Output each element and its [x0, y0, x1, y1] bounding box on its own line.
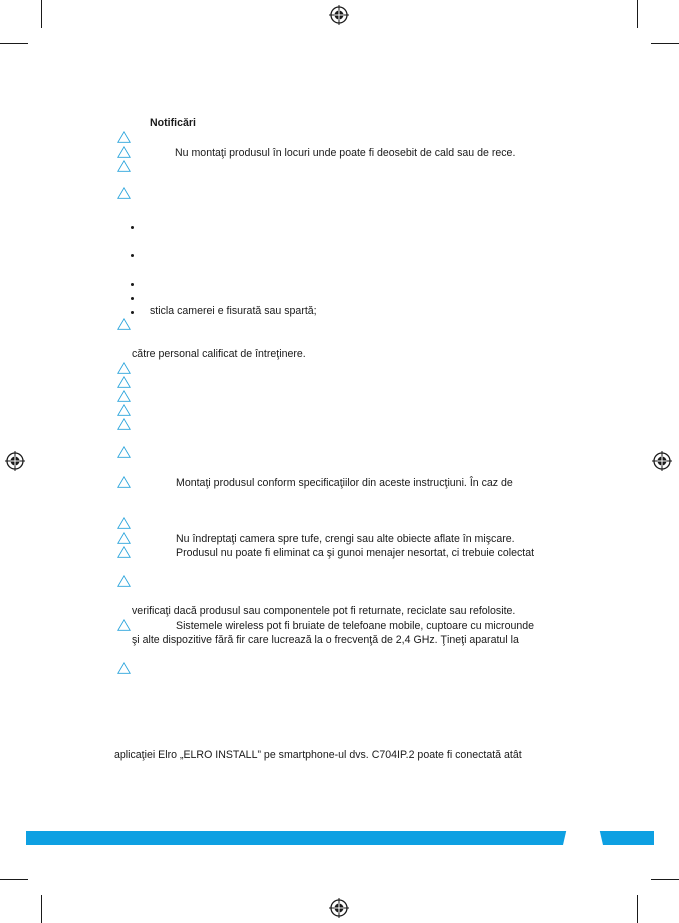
bullet-icon: [131, 226, 134, 229]
warning-triangle-icon: [117, 376, 131, 388]
section-heading: Notificări: [150, 117, 196, 129]
warning-triangle-icon: [117, 390, 131, 402]
install-warning-text: Nu montaţi produsul în locuri unde poate fi deosebit de cald sau de rece.: [175, 147, 516, 159]
crop-mark-top-left-v: [41, 0, 42, 28]
crop-mark-top-right-h: [651, 43, 679, 44]
warning-triangle-icon: [117, 575, 131, 587]
footer-bar-notch: [563, 831, 603, 845]
disposal-text: Produsul nu poate fi eliminat ca şi gunoi menajer nesortat, ci trebuie colectat: [176, 547, 535, 559]
warning-triangle-icon: [117, 476, 131, 488]
warning-triangle-icon: [117, 619, 131, 631]
other-devices-text: şi alte dispozitive fără fir care lucrează la o frecvenţă de 2,4 GHz. Ţineţi aparatul la: [132, 634, 519, 646]
crop-mark-bottom-left-v: [41, 895, 42, 923]
registration-mark-icon: [329, 898, 349, 918]
mount-per-spec-text: Montaţi produsul conform specificaţiilor din aceste instrucţiuni. În caz de: [176, 477, 513, 489]
registration-mark-icon: [652, 451, 672, 471]
warning-triangle-icon: [117, 318, 131, 330]
bullet-icon: [131, 254, 134, 257]
warning-triangle-icon: [117, 131, 131, 143]
app-line-text: aplicaţiei Elro „ELRO INSTALL” pe smartphone-ul dvs. C704IP.2 poate fi conectată atât: [114, 749, 522, 761]
warning-triangle-icon: [117, 418, 131, 430]
no-moving-objects-text: Nu îndreptaţi camera spre tufe, crengi sau alte obiecte aflate în mişcare.: [176, 533, 515, 545]
bullet-icon: [131, 311, 134, 314]
warning-triangle-icon: [117, 532, 131, 544]
warning-triangle-icon: [117, 546, 131, 558]
registration-mark-icon: [5, 451, 25, 471]
warning-triangle-icon: [117, 662, 131, 674]
bullet-icon: [131, 283, 134, 286]
wireless-interference-text: Sistemele wireless pot fi bruiate de telefoane mobile, cuptoare cu microunde: [176, 620, 535, 632]
crop-mark-top-left-h: [0, 43, 28, 44]
qualified-staff-text: către personal calificat de întreţinere.: [132, 348, 306, 360]
crop-mark-bottom-left-h: [0, 879, 28, 880]
warning-triangle-icon: [117, 362, 131, 374]
registration-mark-icon: [329, 5, 349, 25]
crop-mark-bottom-right-v: [637, 895, 638, 923]
crop-mark-bottom-right-h: [651, 879, 679, 880]
warning-triangle-icon: [117, 517, 131, 529]
crop-mark-top-right-v: [637, 0, 638, 28]
recycle-check-text: verificaţi dacă produsul sau componentele pot fi returnate, reciclate sau refolosite.: [132, 605, 516, 617]
warning-triangle-icon: [117, 187, 131, 199]
warning-triangle-icon: [117, 446, 131, 458]
warning-triangle-icon: [117, 404, 131, 416]
warning-triangle-icon: [117, 146, 131, 158]
bullet-icon: [131, 297, 134, 300]
glass-cracked-text: sticla camerei e fisurată sau spartă;: [150, 305, 317, 317]
warning-triangle-icon: [117, 160, 131, 172]
footer-bar: [26, 831, 654, 845]
